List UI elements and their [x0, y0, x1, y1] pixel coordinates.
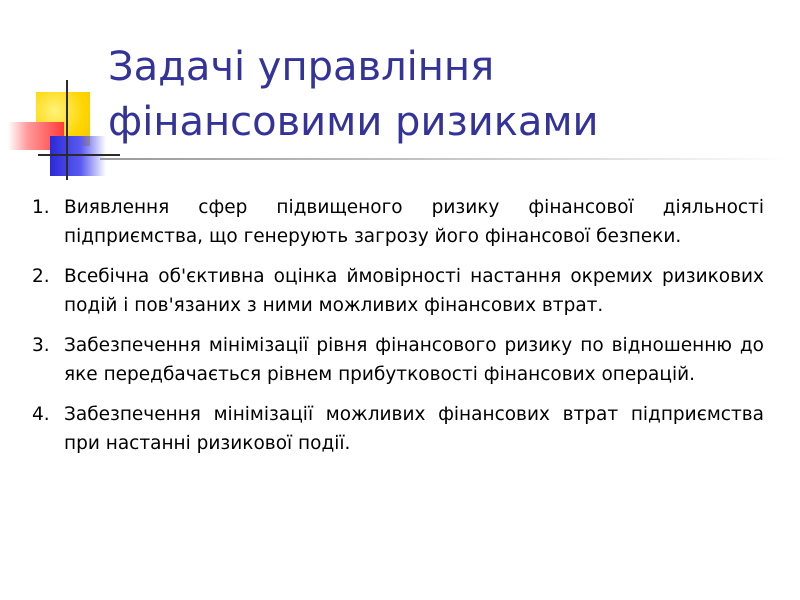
task-item: [32, 193, 764, 251]
slide-title: [108, 40, 768, 150]
task-number: 2.: [32, 266, 50, 287]
title-divider: [100, 158, 790, 160]
decorative-squares-logo: [0, 80, 120, 180]
blue-square-shape: [50, 136, 106, 176]
task-list: [32, 193, 764, 469]
task-text: Забезпечення мінімізації можливих фінансових втрат підприємства при настанні ризикової події.: [64, 404, 764, 454]
task-text: Забезпечення мінімізації рівня фінансового ризику по відношенню до яке передбачається рівнем прибутковості фінансових операцій.: [64, 335, 764, 385]
task-item: [32, 262, 764, 320]
task-item: [32, 331, 764, 389]
task-text: Виявлення сфер підвищеного ризику фінансової діяльності підприємства, що генерують загрозу його фінансової безпеки.: [64, 197, 764, 247]
task-item: [32, 400, 764, 458]
vertical-line-shape: [66, 80, 68, 180]
title-line-1: Задачі управління: [108, 44, 495, 90]
task-number: 3.: [32, 335, 50, 356]
task-text: Всебічна об'єктивна оцінка ймовірності настання окремих ризикових подій і пов'язаних з ними можливих фінансових втрат.: [64, 266, 764, 316]
task-number: 1.: [32, 197, 50, 218]
title-line-2: фінансовими ризиками: [108, 99, 599, 145]
task-number: 4.: [32, 404, 50, 425]
horizontal-line-shape: [38, 154, 120, 156]
